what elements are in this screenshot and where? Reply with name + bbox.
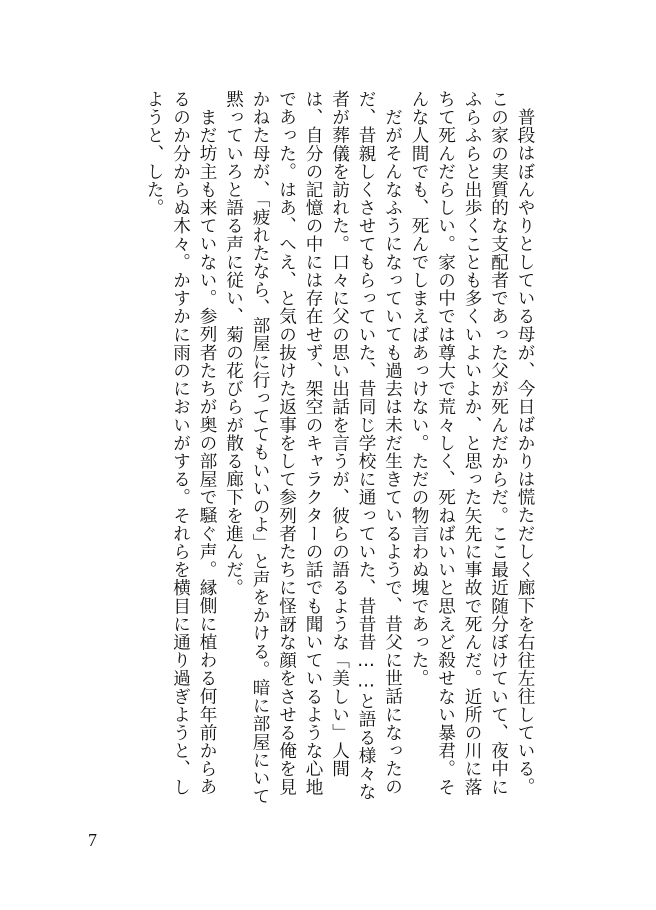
page-number: 7 xyxy=(88,830,97,850)
vertical-text-body xyxy=(98,90,538,810)
paragraph-2: だがそんなふうになっていても過去は未だ生きているようで、昔父に世話になったのだ、昔親しくさせてもらっていた、昔同じ学校に通っていた、昔昔昔……と語る様々な者が葬儀を訪れた。口々に父の思い出話を言うが、彼らの語るような「美しい」人間は、自分の記憶の中には存在せず、架空のキャラクターの話でも聞いているような心地であった。はあ、へえ、と気の抜けた返事をして参列者たちに怪訝な顔をさせる俺を見かねた母が、「疲れたなら、部屋に行っててもいいのよ」と声をかける。暗に部屋にいて黙っていろと語る声に従い、菊の花びらが散る廊下を進んだ。 xyxy=(223,90,403,806)
paragraph-3: まだ坊主も来ていない。参列者たちが奥の部屋で騒ぐ声。縁側に植わる何年前からあるのか分からぬ木々。かすかに雨のにおいがする。それらを横目に通り過ぎようと、しようと、した。 xyxy=(144,90,217,796)
paragraph-1: 普段はぼんやりとしている母が、今日ばかりは慌ただしく廊下を右往左往している。この家の実質的な支配者であった父が死んだからだ。ここ最近随分ぼけていて、夜中にふらふらと出歩くことも多くいよいよか、と思った矢先に事故で死んだ。近所の川に落ちて死んだらしい。家の中では尊大で荒々しく、死ねばいいと思えど殺せない暴君。そんな人間でも、死んでしまえばあっけない。ただの物言わぬ塊であった。 xyxy=(409,90,535,796)
